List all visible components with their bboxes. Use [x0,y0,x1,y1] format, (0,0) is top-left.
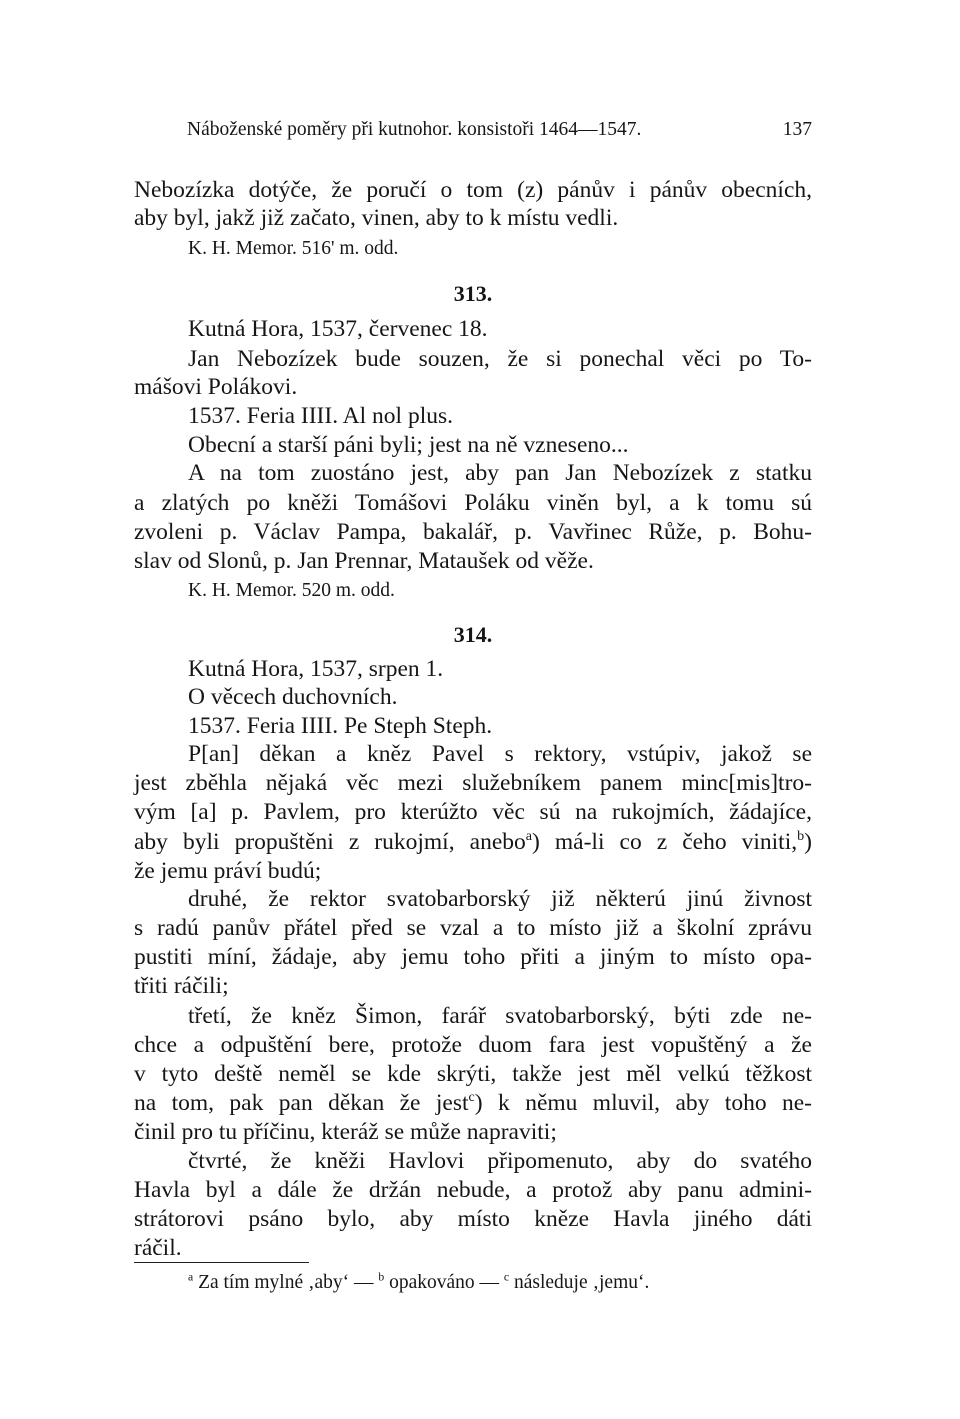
entry-313-text-line: a zlatých po kněži Tomášovi Poláku viněn byl, a k tomu sú [134,490,812,516]
entry-313-text-line: Obecní a starší páni byli; jest na ně vzneseno... [188,432,629,458]
entry-313-summary-line: Jan Nebozízek bude souzen, že si ponechal věci po To- [188,346,812,372]
entry-314-dating: 1537. Feria IIII. Pe Steph Steph. [188,713,493,739]
entry-314-text-line: pustiti míní, žádaje, aby jemu toho přiti a jiným to místo opa- [134,944,812,970]
entry-313-text-line: A na tom zuostáno jest, aby pan Jan Nebozízek z statku [188,460,812,486]
intro-line: Nebozízka dotýče, že poručí o tom (z) pánův i pánův obecních, [134,177,812,203]
entry-314-text-line: čtvrté, že kněži Havlovi připomenuto, aby do svatého [188,1148,812,1174]
entry-313-number: 313. [453,281,493,306]
entry-313-summary-line: mášovi Polákovi. [134,374,298,400]
entry-314-text-line: P[an] děkan a kněz Pavel s rektory, vstúpiv, jakož se [188,741,812,767]
entry-314-text-line: že jemu práví budú; [134,858,322,884]
entry-313-text-line: zvoleni p. Václav Pampa, bakalář, p. Vavřinec Růže, p. Bohu- [134,519,812,545]
footnote-mark-a: a [188,1270,194,1284]
footnote-mark-b: b [378,1270,385,1284]
entry-314-number: 314. [453,622,493,647]
entry-314-text-line: vým [a] p. Pavlem, pro kterúžto věc sú na rukojmích, žádajíce, [134,799,812,825]
footnote-mark-c: c [503,1270,510,1284]
footnotes: $^a$ Za tím mylné ‚aby‘ — $^b$ opakováno — $^c$ následuje ‚jemu‘. [188,1270,650,1293]
intro-line: aby byl, jakž již začato, vinen, aby to k místu vedli. [134,205,619,231]
running-title: Náboženské poměry při kutnohor. konsistoři 1464—1547. [187,119,642,140]
entry-314-text-line: Havla byl a dále že držán nebude, a protož aby panu admini- [134,1177,812,1203]
entry-314-text-line: druhé, že rektor svatobarborský již některú jinú živnost [188,886,812,912]
entry-314-text-line: strátorovi psáno bylo, aby místo kněze Havla jiného dáti [134,1206,812,1232]
entry-314-text-line: činil pro tu příčinu, kteráž se může napraviti; [134,1119,557,1145]
entry-314-text-line-footnoted: aby byli propuštěni z rukojmí, anebo$^a$) má-li co z čeho viniti,$^b$) [134,828,812,855]
entry-314-text-line: jest zběhla nějaká věc mezi služebníkem panem minc[mis]tro- [134,770,812,796]
footnote-ref-c: c [468,1089,475,1106]
page-number: 137 [782,119,812,140]
footnote-divider [134,1262,309,1263]
entry-314-text-line: třetí, že kněz Šimon, farář svatobarborský, býti zde ne- [188,1003,812,1029]
entry-314-text-line: chce a odpuštění bere, protože duom fara jest vopuštěný a že [134,1032,812,1058]
entry-314-summary: O věcech duchovních. [188,684,398,710]
entry-314-text-line: s radú panův přátel před se vzal a to místo již a školní zprávu [134,915,812,941]
running-header [187,118,812,142]
entry-314-text-line: v tyto deště neměl se kde skrýti, takže jest měl velkú těžkost [134,1061,812,1087]
entry-314-text-line: ráčil. [134,1235,182,1261]
entry-314-text-line: třiti ráčili; [134,973,229,999]
entry-314-text-line-footnoted: na tom, pak pan děkan že jest$^c$) k němu mluvil, aby toho ne- [134,1089,812,1116]
footnote-ref-a: a [525,828,533,845]
entry-313-source: K. H. Memor. 520 m. odd. [188,580,395,601]
footnote-ref-b: b [797,828,805,845]
entry-313-dating: 1537. Feria IIII. Al nol plus. [188,403,453,429]
entry-313-place-date: Kutná Hora, 1537, červenec 18. [188,316,488,342]
entry-314-place-date: Kutná Hora, 1537, srpen 1. [188,656,444,682]
intro-source: K. H. Memor. 516' m. odd. [188,238,399,259]
entry-313-text-line: slav od Slonů, p. Jan Prennar, Mataušek od věže. [134,548,594,574]
